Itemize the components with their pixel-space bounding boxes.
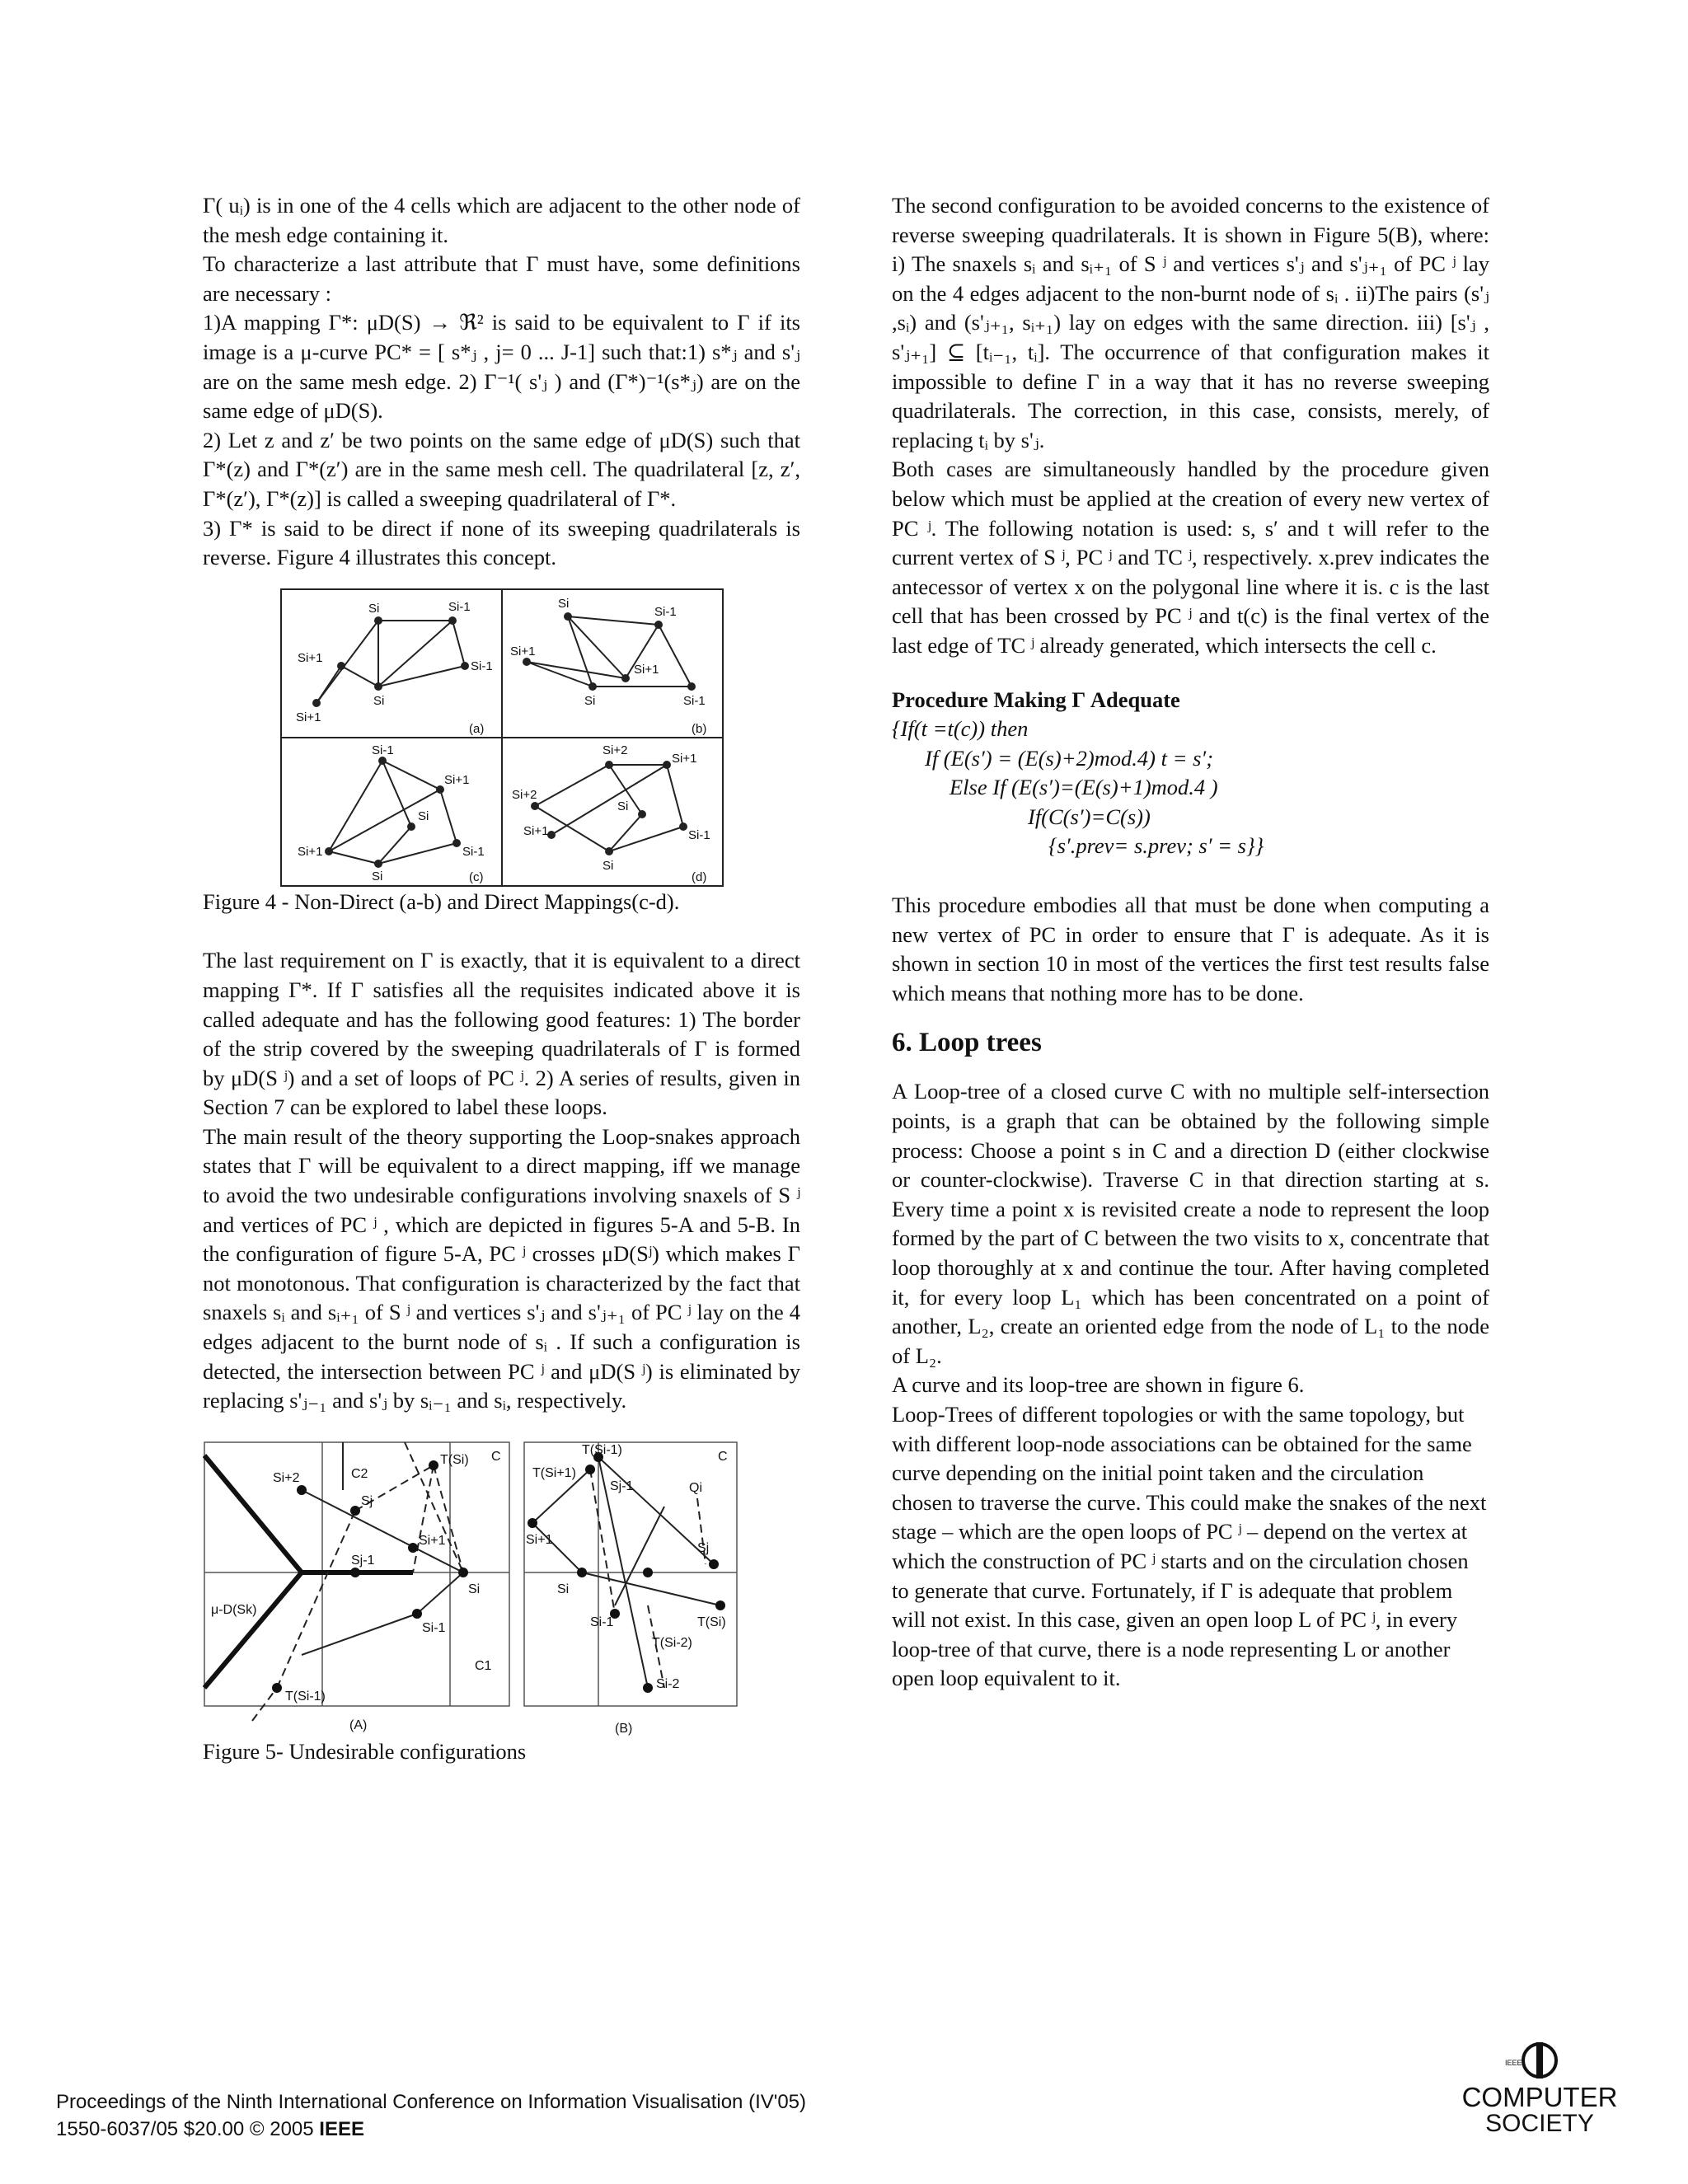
ieee-computer-society-logo (1441, 2041, 1639, 2139)
procedure-title: Procedure Making Γ Adequate (892, 687, 1180, 712)
panel-label-c: (c) (468, 869, 483, 884)
paragraph: 2) Let z and z′ be two points on the same edge of μD(S) such that Γ*(z) and Γ*(z′) are in the same mesh cell. The quadrilateral [z, z′, Γ*(z′), Γ*(z)] is called a sweeping quadrilateral of Γ*. (203, 427, 800, 511)
left-column (203, 191, 800, 1766)
label-si+1: Si+1 (523, 823, 548, 838)
label-sj: Sj (361, 1493, 373, 1508)
label-c: C (718, 1449, 728, 1464)
label-s-j-1: Sj-1 (351, 1553, 375, 1568)
label-mu-d: μ-D(Sk) (211, 1602, 257, 1617)
label-c1: C1 (475, 1658, 492, 1673)
paragraph: 3) Γ* is said to be direct if none of its sweeping quadrilaterals is reverse. Figure 4 illustrates this concept. (203, 515, 800, 570)
paragraph: To characterize a last attribute that Γ must have, some definitions are necessary : (203, 251, 800, 306)
label-si: Si (584, 693, 595, 708)
footer-line-2: 1550-6037/05 $20.00 © 2005 IEEE (56, 2118, 364, 2140)
paragraph: Γ( uᵢ) is in one of the 4 cells which are adjacent to the other node of the mesh edge containing it. (203, 193, 800, 247)
label-si-1: Si-1 (462, 844, 485, 859)
label-s-i-1: Si-1 (590, 1615, 614, 1629)
footer-line-1: Proceedings of the Ninth International Conference on Information Visualisation (IV'05) (56, 2091, 807, 2113)
label-sj: Sj (697, 1540, 710, 1555)
label-s-i+1: Si+1 (526, 1532, 553, 1547)
label-t-si-2: T(Si-2) (652, 1635, 692, 1650)
label-s-i: Si (557, 1582, 570, 1596)
label-si-1: Si-1 (682, 693, 706, 708)
label-c2: C2 (351, 1466, 368, 1481)
label-s-i: Si (468, 1582, 481, 1596)
label-si-1: Si-1 (448, 599, 471, 614)
paragraph: The second configuration to be avoided concerns to the existence of reverse sweeping quadrilaterals. It is shown in Figure 5(B), where: i) The snaxels sᵢ and sᵢ₊₁ of S ʲ and vertices s'ⱼ and s'ⱼ₊₁ of PC ʲ lay on the 4 edges adjacent to the non-burnt node of sᵢ . ii)The pairs (s'ⱼ ,sᵢ) and (s'ⱼ₊₁, sᵢ₊₁) lay on edges with the same direction. iii) [s'ⱼ , s'ⱼ₊₁] ⊆ [tᵢ₋₁, tᵢ]. The occurrence of that configuration makes it impossible to define Γ in a way that it has no reverse sweeping quadrilaterals. The correction, in this case, consists, merely, of replacing tᵢ by s'ⱼ. (892, 193, 1489, 452)
label-si+1: Si+1 (297, 844, 322, 859)
logo-society: SOCIETY (1485, 2110, 1594, 2137)
paragraph: A curve and its loop-tree are shown in figure 6. (892, 1372, 1305, 1398)
right-column (892, 191, 1489, 1694)
label-t-si: T(Si) (697, 1615, 726, 1629)
label-s-i+2: Si+2 (273, 1470, 300, 1485)
panel-label-b: (b) (691, 721, 706, 736)
label-si-1: Si-1 (371, 743, 394, 757)
procedure-line: If (E(s′) = (E(s)+2)mod.4) t = s′; (925, 745, 1214, 771)
label-si+2: Si+2 (511, 787, 537, 802)
procedure-line: {If(t =t(c)) then (892, 716, 1029, 742)
label-s-j-1: Sj-1 (610, 1479, 634, 1493)
figure-4-caption: Figure 4 - Non-Direct (a-b) and Direct Mappings(c-d). (203, 888, 680, 914)
paragraph: The main result of the theory supporting the Loop-snakes approach states that Γ will be equivalent to a direct mapping, iff we manage to avoid the two undesirable configurations involving snaxels of S ʲ and vertices of PC ʲ , which are depicted in figures 5-A and 5-B. In the configuration of figure 5-A, PC ʲ crosses μD(Sʲ) which makes Γ not monotonous. That configuration is characterized by the fact that snaxels sᵢ and sᵢ₊₁ of S ʲ and vertices s'ⱼ and s'ⱼ₊₁ of PC ʲ lay on the 4 edges adjacent to the burnt node of sᵢ . If such a configuration is detected, the intersection between PC ʲ and μD(S ʲ) is eliminated by replacing s'ⱼ₋₁ and s'ⱼ by sᵢ₋₁ and sᵢ, respectively. (203, 1123, 800, 1413)
procedure-block (892, 686, 1489, 862)
label-t-si: T(Si) (440, 1452, 469, 1467)
label-s-i-2: Si-2 (656, 1676, 680, 1691)
label-si+1: Si+1 (671, 751, 696, 766)
label-si+1: Si+1 (633, 662, 659, 677)
procedure-line: Else If (E(s′)=(E(s)+1)mod.4 ) (950, 775, 1218, 800)
footer (56, 2088, 806, 2143)
logo-computer: COMPUTER (1461, 2082, 1618, 2112)
paragraph: A Loop-tree of a closed curve C with no multiple self-intersection points, is a graph that can be obtained by the following simple process: Choose a point s in C and a direction D (either clockwise or counter-clockwise). Traverse C in that direction starting at s. Every time a point x is revisited create a node to represent the loop formed by the part of C between the two visits to x, concentrate that loop thoroughly at x and continue the tour. After having completed it, for every loop L₁ which has been concentrated on a point of another, L₂, create an oriented edge from the node of L₁ to the node of L₂. (892, 1079, 1489, 1368)
label-si: Si (368, 601, 379, 616)
paragraph: Both cases are simultaneously handled by the procedure given below which must be applied at the creation of every new vertex of PC ʲ. The following notation is used: s, s′ and t will refer to the current vertex of S ʲ, PC ʲ and TC ʲ, respectively. x.prev indicates the antecessor of vertex x on the polygonal line where it is. c is the last cell that has been crossed by PC ʲ and t(c) is the final vertex of the last edge of TC ʲ already generated, which intersects the cell c. (892, 457, 1489, 658)
label-si+1: Si+1 (509, 644, 535, 658)
section-heading: 6. Loop trees (892, 1028, 1042, 1058)
label-s-i-1: Si-1 (422, 1620, 446, 1635)
label-si-1: Si-1 (687, 827, 710, 842)
label-si: Si (617, 799, 628, 813)
label-panel-a: (A) (349, 1718, 368, 1732)
label-t-si-1: T(Si-1) (285, 1689, 326, 1704)
label-si+1: Si+1 (297, 650, 322, 665)
label-panel-b: (B) (615, 1721, 633, 1736)
label-si: Si (373, 693, 384, 708)
paragraph: The last requirement on Γ is exactly, that it is equivalent to a direct mapping Γ*. If Γ satisfies all the requisites indicated above it is called adequate and has the following good features: 1) The border of the strip covered by the sweeping quadrilaterals of Γ is formed by μD(S ʲ) and a set of loops of PC ʲ. 2) A series of results, given in Section 7 can be explored to label these loops. (203, 948, 800, 1120)
label-t-si+1: T(Si+1) (532, 1465, 576, 1480)
label-si-1: Si-1 (654, 604, 677, 619)
panel-label-d: (d) (691, 869, 706, 884)
paragraph: 1)A mapping Γ*: μD(S) → ℜ² is said to be equivalent to Γ if its image is a μ-curve PC* = [ s*ⱼ , j= 0 ... J-1] such that:1) s*ⱼ and s'ⱼ are on the same mesh edge. 2) Γ⁻¹( s'ⱼ ) and (Γ*)⁻¹(s*ⱼ) are on the same edge of μD(S). (203, 310, 800, 424)
figure-5-caption: Figure 5- Undesirable configurations (203, 1738, 527, 1764)
logo-ieee: IEEE (1505, 2059, 1522, 2067)
figure-5 (203, 1441, 738, 1737)
label-qi: Qi (689, 1480, 702, 1495)
paragraph: This procedure embodies all that must be done when computing a new vertex of PC in order to ensure that Γ is adequate. As it is shown in section 10 in most of the vertices the first test results false which means that nothing more has to be done. (892, 893, 1489, 1005)
label-si+1: Si+1 (295, 710, 321, 724)
label-c: C (491, 1449, 501, 1464)
paragraph: Loop-Trees of different topologies or with the same topology, but with different loop-node associations can be obtained for the same curve depending on the initial point taken and the circulation chosen to traverse the curve. This could make the snakes of the next stage – which are the open loops of PC ʲ – depend on the vertex at which the construction of PC ʲ starts and on the circulation chosen to generate that curve. Fortunately, if Γ is adequate that problem will not exist. In this case, given an open loop L of PC ʲ, in every loop-tree of that curve, there is a node representing L or another open loop equivalent to it. (892, 1401, 1487, 1691)
label-si+2: Si+2 (602, 743, 627, 757)
label-s-i+1: Si+1 (419, 1533, 446, 1548)
label-si: Si (602, 858, 613, 873)
figure-4 (279, 588, 724, 888)
procedure-line: If(C(s′)=C(s)) (1028, 804, 1151, 829)
procedure-line: {s′.prev= s.prev; s′ = s}} (1048, 833, 1264, 859)
label-si-1: Si-1 (470, 658, 493, 673)
label-si: Si (417, 808, 429, 823)
label-t-si-1: T(Si-1) (582, 1442, 622, 1457)
label-si: Si (371, 869, 382, 883)
panel-label-a: (a) (468, 721, 484, 736)
label-si: Si (557, 596, 569, 611)
label-si+1: Si+1 (443, 772, 469, 787)
